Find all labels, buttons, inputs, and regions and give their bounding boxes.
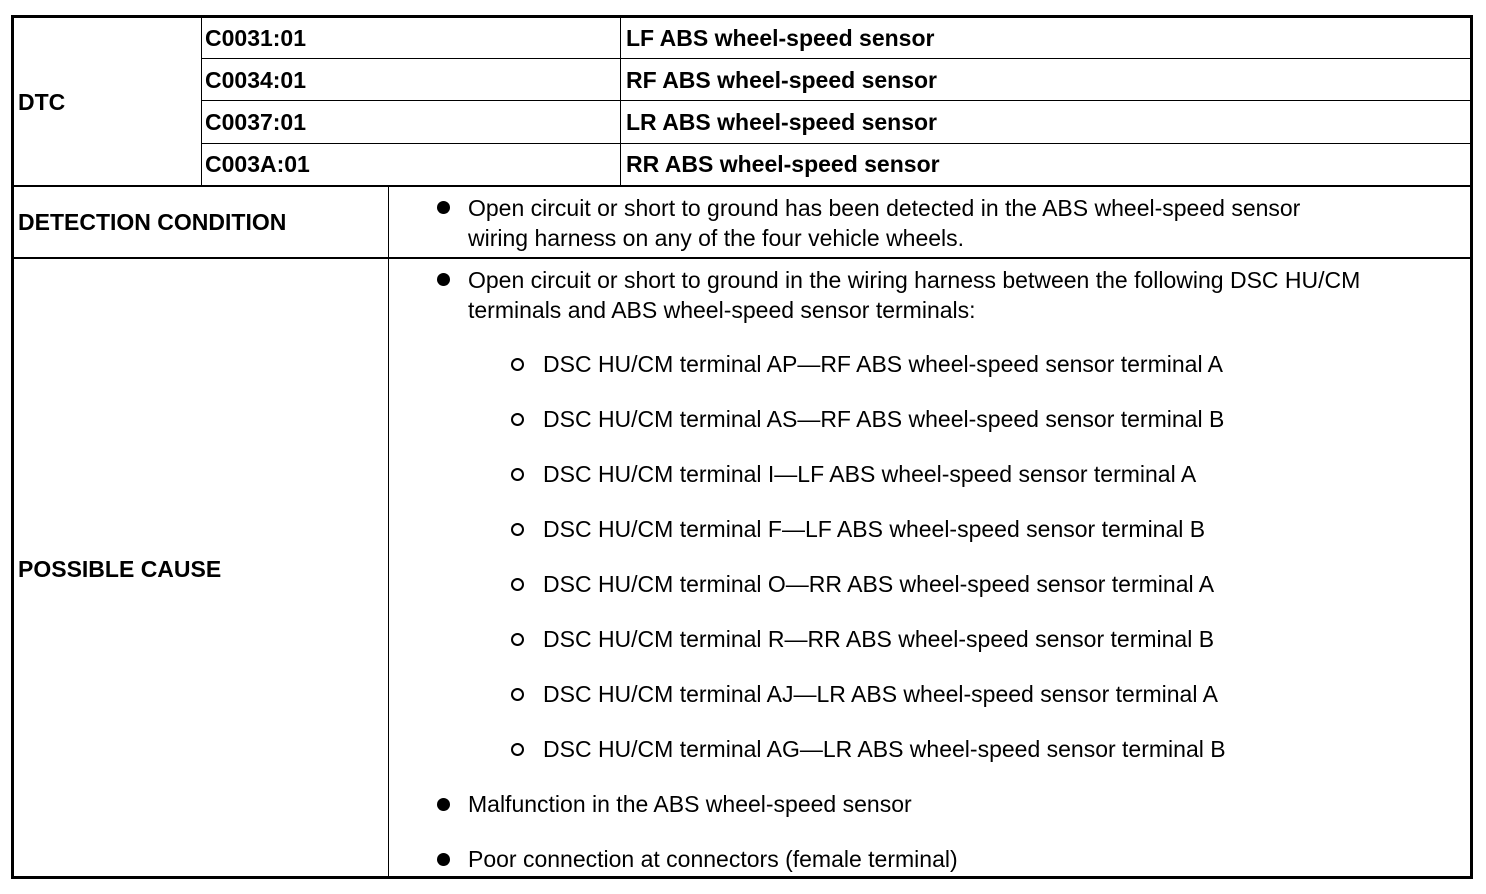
detection-condition-text: Open circuit or short to ground has been detected in the ABS wheel-speed sensor — [468, 195, 1301, 221]
sub-list-item: DSC HU/CM terminal AJ—LR ABS wheel-speed sensor terminal A — [543, 681, 1218, 707]
sub-list-item: DSC HU/CM terminal R—RR ABS wheel-speed sensor terminal B — [543, 626, 1215, 652]
possible-cause-text: terminals and ABS wheel-speed sensor terminals: — [468, 297, 976, 323]
section-divider — [14, 185, 1473, 187]
row-divider — [201, 58, 1473, 59]
detection-condition-label: DETECTION CONDITION — [18, 209, 287, 235]
possible-cause-text: Open circuit or short to ground in the wiring harness between the following DSC HU/CM — [468, 267, 1361, 293]
sub-bullet-icon — [511, 688, 524, 701]
dtc-label: DTC — [18, 89, 66, 115]
detection-condition-text: wiring harness on any of the four vehicle wheels. — [468, 225, 965, 251]
sub-list-item: DSC HU/CM terminal AS—RF ABS wheel-speed sensor terminal B — [543, 406, 1225, 432]
bullet-icon — [437, 201, 450, 214]
dtc-code: C0037:01 — [205, 109, 307, 135]
column-divider — [388, 185, 389, 879]
dtc-code: C0034:01 — [205, 67, 307, 93]
dtc-description: LR ABS wheel-speed sensor — [626, 109, 938, 135]
bullet-icon — [437, 273, 450, 286]
sub-bullet-icon — [511, 743, 524, 756]
sub-bullet-icon — [511, 523, 524, 536]
dtc-description: RF ABS wheel-speed sensor — [626, 67, 938, 93]
possible-cause-text: Poor connection at connectors (female terminal) — [468, 846, 958, 872]
row-divider — [201, 100, 1473, 101]
sub-bullet-icon — [511, 633, 524, 646]
row-divider — [201, 143, 1473, 144]
sub-bullet-icon — [511, 578, 524, 591]
sub-list-item: DSC HU/CM terminal F—LF ABS wheel-speed sensor terminal B — [543, 516, 1206, 542]
column-divider — [201, 18, 202, 185]
dtc-code: C003A:01 — [205, 151, 310, 177]
dtc-description: LF ABS wheel-speed sensor — [626, 25, 935, 51]
sub-list-item: DSC HU/CM terminal AG—LR ABS wheel-speed sensor terminal B — [543, 736, 1226, 762]
sub-bullet-icon — [511, 413, 524, 426]
sub-list-item: DSC HU/CM terminal O—RR ABS wheel-speed sensor terminal A — [543, 571, 1215, 597]
sub-list-item: DSC HU/CM terminal I—LF ABS wheel-speed sensor terminal A — [543, 461, 1197, 487]
dtc-description: RR ABS wheel-speed sensor — [626, 151, 940, 177]
sub-bullet-icon — [511, 468, 524, 481]
column-divider — [620, 18, 621, 185]
dtc-code: C0031:01 — [205, 25, 307, 51]
sub-bullet-icon — [511, 358, 524, 371]
bullet-icon — [437, 853, 450, 866]
bullet-icon — [437, 798, 450, 811]
section-divider — [14, 257, 1473, 259]
possible-cause-text: Malfunction in the ABS wheel-speed sensor — [468, 791, 912, 817]
possible-cause-label: POSSIBLE CAUSE — [18, 556, 222, 582]
sub-list-item: DSC HU/CM terminal AP—RF ABS wheel-speed sensor terminal A — [543, 351, 1224, 377]
